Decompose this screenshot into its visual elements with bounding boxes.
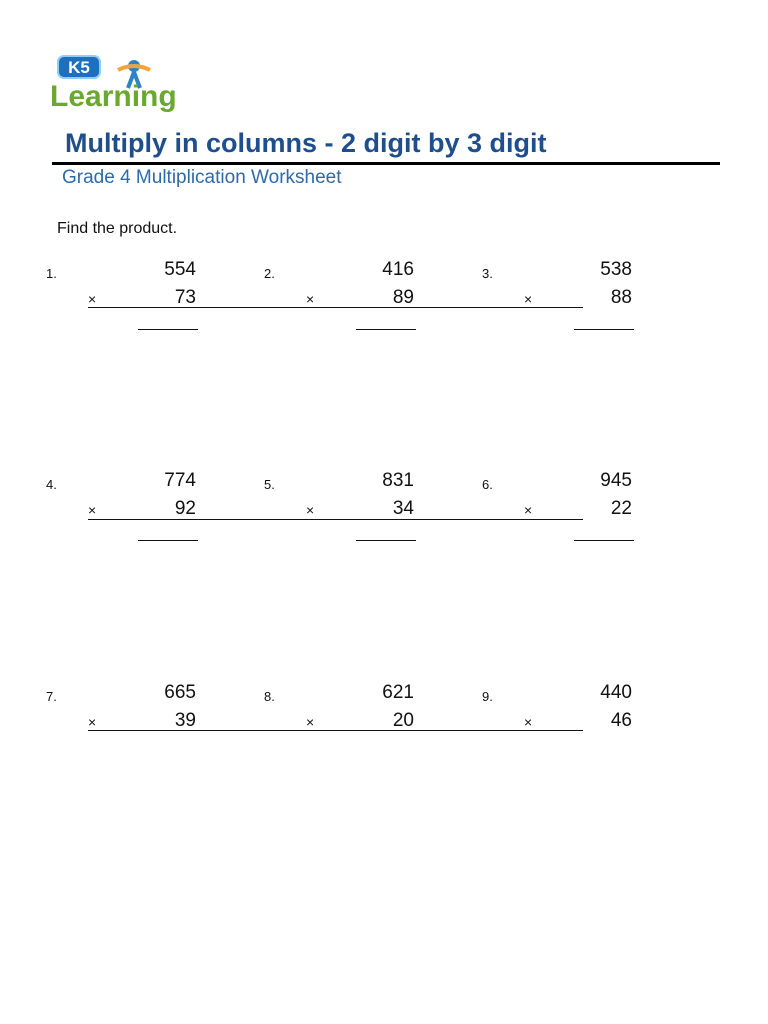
multiplier: 88 xyxy=(610,287,632,308)
answer-line xyxy=(574,329,634,330)
multiplicand: 554 xyxy=(164,259,196,280)
problem-number: 8. xyxy=(264,689,275,704)
multiplicand: 945 xyxy=(600,470,632,491)
multiplier: 89 xyxy=(392,287,414,308)
problem-6 xyxy=(482,470,632,550)
multiply-sign: × xyxy=(524,291,533,307)
problem-number: 3. xyxy=(482,266,493,281)
multiplicand: 774 xyxy=(164,470,196,491)
problem-1 xyxy=(46,259,196,339)
multiplicand: 665 xyxy=(164,682,196,703)
problem-number: 4. xyxy=(46,477,57,492)
multiplier: 73 xyxy=(174,287,196,308)
problem-number: 1. xyxy=(46,266,57,281)
answer-line xyxy=(356,540,416,541)
multiply-sign: × xyxy=(524,714,533,730)
problem-2 xyxy=(264,259,414,339)
problem-7 xyxy=(46,682,196,762)
answer-line xyxy=(356,329,416,330)
multiply-sign: × xyxy=(306,291,315,307)
answer-line xyxy=(138,540,198,541)
multiplicand: 538 xyxy=(600,259,632,280)
multiply-sign: × xyxy=(524,502,533,518)
multiplier: 34 xyxy=(392,498,414,519)
problem-9 xyxy=(482,682,632,762)
multiplier: 20 xyxy=(392,710,414,731)
multiplier: 92 xyxy=(174,498,196,519)
multiply-sign: × xyxy=(88,714,97,730)
multiplier: 39 xyxy=(174,710,196,731)
multiply-sign: × xyxy=(88,291,97,307)
multiply-sign: × xyxy=(306,502,315,518)
multiply-sign: × xyxy=(306,714,315,730)
svg-text:K5: K5 xyxy=(68,58,90,77)
worksheet-subtitle: Grade 4 Multiplication Worksheet xyxy=(62,167,342,188)
k5-learning-logo xyxy=(48,50,188,112)
problem-number: 5. xyxy=(264,477,275,492)
problem-number: 9. xyxy=(482,689,493,704)
problem-8 xyxy=(264,682,414,762)
answer-line xyxy=(574,540,634,541)
worksheet-title: Multiply in columns - 2 digit by 3 digit xyxy=(65,128,547,158)
problem-number: 6. xyxy=(482,477,493,492)
answer-line xyxy=(138,329,198,330)
multiplicand: 621 xyxy=(382,682,414,703)
multiply-sign: × xyxy=(88,502,97,518)
problem-3 xyxy=(482,259,632,339)
multiplier: 22 xyxy=(610,498,632,519)
title-divider xyxy=(52,162,720,165)
problem-number: 2. xyxy=(264,266,275,281)
multiplicand: 831 xyxy=(382,470,414,491)
svg-text:Learning: Learning xyxy=(50,80,177,112)
problem-number: 7. xyxy=(46,689,57,704)
instruction-text: Find the product. xyxy=(57,220,178,237)
multiplier: 46 xyxy=(610,710,632,731)
multiplicand: 416 xyxy=(382,259,414,280)
multiplicand: 440 xyxy=(600,682,632,703)
problem-5 xyxy=(264,470,414,550)
problem-4 xyxy=(46,470,196,550)
